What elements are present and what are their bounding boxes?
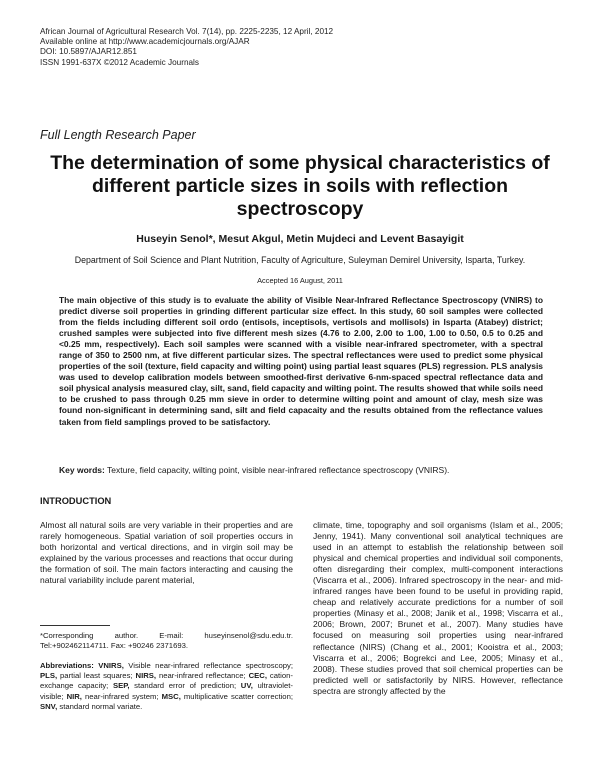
paper-type: Full Length Research Paper — [40, 128, 196, 142]
abbr-term: CEC, — [248, 671, 267, 681]
abbreviations — [40, 661, 293, 712]
abbr-definition: standard error of prediction; — [129, 681, 241, 691]
affiliation: Department of Soil Science and Plant Nutrition, Faculty of Agriculture, Suleyman Demirel University, Isparta, Turkey. — [74, 255, 526, 265]
abbr-definition: partial least squares; — [57, 671, 136, 681]
journal-citation: African Journal of Agricultural Research Vol. 7(14), pp. 2225-2235, 12 April, 2012 — [40, 27, 334, 36]
abbr-term: SEP, — [112, 681, 130, 691]
journal-url[interactable]: Available online at http://www.academicjournals.org/AJAR — [40, 37, 250, 47]
abbr-definition: near-infrared system; — [81, 691, 162, 701]
doi: DOI: 10.5897/AJAR12.851 — [40, 47, 137, 57]
abbr-term: SNV, — [40, 701, 58, 711]
intro-left-column: Almost all natural soils are very variable in their properties and are rarely homogeneous. Spatial variation of soil properties occurs in both horizontal and vertical directions, and in virgin soil may be explained by the various processes and reactions that occur during the formation of soil. The main factors interacting and causing the natural variability include parent material, — [40, 520, 293, 586]
abbr-definition: standard normal variate. — [57, 701, 143, 711]
abbr-term: MSC, — [161, 691, 181, 701]
correspondence-note: *Corresponding author. E-mail: huseyinsenol@sdu.edu.tr. Tel:+902462114711. Fax: +90246 2371693. — [40, 631, 293, 650]
keywords — [59, 465, 543, 476]
journal-header — [40, 27, 333, 68]
footnote-divider — [40, 625, 110, 626]
abbr-definition: Visible near-infrared reflectance spectroscopy; — [123, 661, 294, 670]
abbr-definition: cation-exchange capacity; — [40, 671, 293, 691]
abbr-definition: ultraviolet-visible; — [40, 681, 293, 701]
keywords-label: Key words: — [59, 465, 105, 475]
abbr-definition: multiplicative scatter correction; — [180, 691, 293, 701]
paper-title: The determination of some physical characteristics of different particle sizes in soils with reflection spectroscopy — [50, 152, 550, 220]
section-heading: INTRODUCTION — [40, 496, 112, 506]
abbr-definition: near-infrared reflectance; — [156, 671, 249, 681]
abbr-term: VNIRS, — [98, 661, 124, 670]
authors: Huseyin Senol*, Mesut Akgul, Metin Mujdeci and Levent Basayigit — [136, 233, 464, 245]
abbr-term: NIRS, — [135, 671, 157, 681]
abbreviations-label: Abbreviations: — [40, 661, 94, 670]
keywords-text: Texture, field capacity, wilting point, visible near-infrared reflectance spectroscopy (VNIRS). — [104, 465, 450, 475]
accepted-date: Accepted 16 August, 2011 — [257, 276, 343, 285]
abbr-term: UV, — [240, 681, 253, 691]
abbr-term: PLS, — [40, 671, 58, 681]
intro-right-column: climate, time, topography and soil organisms (Islam et al., 2005; Jenny, 1941). Many conventional soil analytical techniques are used in an attempt to establish the relationship between soil physical and chemical properties and individual soil components, often disregarding their complex, multi-component interactions (Viscarra et al., 2006). Infrared spectroscopy in the near- and mid-infrared ranges have been found to be useful in providing rapid, cheap and relatively accurate predictions for a number of soil properties (Minasy et al., 2008; Janik et al., 1998; Viscarra et al., 2006; Brown, 2007; Brunet et al., 2007). Many studies have focused on measuring soil properties using near-infrared reflectance (NIRS) (Chang et al., 2001; Kooistra et al., 2003; Viscarra et al., 2006; Bogrekci and Lee, 2005; Minasy et al., 2008). These studies proved that soil chemical properties can be predicted well or satisfactorily by NIRS. However, reflectance spectra are strongly affected by the — [313, 520, 563, 696]
abbr-term: NIR, — [66, 691, 82, 701]
abstract: The main objective of this study is to evaluate the ability of Visible Near-Infrared Reflectance Spectroscopy (VNIRS) to predict diverse soil properties in grinding different particular size effect. In this study, 60 soil samples were collected from the fields including different soil ordo (entisols, inceptisols, vertisols and mollisols) in Isparta (Atabey) district; crushed samples were subjected into five different mesh sizes (4.76 to 2.00, 2.00 to 1.00, 1.00 to 0.50, 0.5 to 0.25 and <0.25 mm, respectively). Each soil samples were scanned with a visible near-infrared spectrometer, with a spectral range of 350 to 2500 nm, at five different particular sizes. The spectral reflectances were used to predict some physical properties of the soil (texture, field capacity and wilting point) using partial least squares (PLS) regression. PLS analysis was used to develop calibration models between smoothed-first derivative 6-nm-spaced spectral reflectance data and soil physical analysis measured clay, silt, sand, field capacity and wilting point. The results showed that while soils need to be crushed to pass through 0.25 mm sieve in order to determine wilting point and amount of clay, mesh size was found non-significant in determining sand, silt and field capacaity and the results obtained from the reflectance values taken from field samplings proved to be satisfactory. — [59, 295, 543, 427]
issn: ISSN 1991-637X ©2012 Academic Journals — [40, 57, 199, 67]
